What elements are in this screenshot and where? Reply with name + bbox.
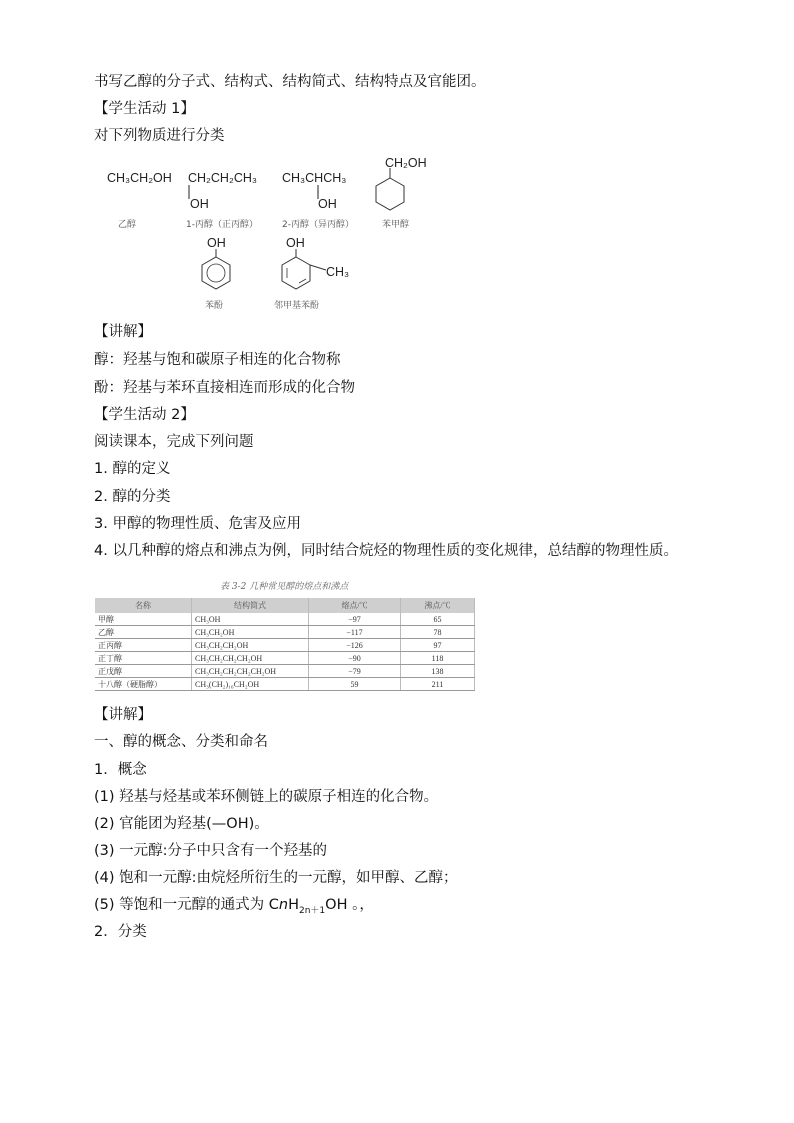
propanol1-caption: 1-丙醇（正丙醇） (186, 220, 258, 230)
table-cell: CH₃OH (192, 613, 309, 626)
point-1: (1) 羟基与烃基或苯环侧链上的碳原子相连的化合物。 (94, 789, 439, 805)
question-3: 3. 甲醇的物理性质、危害及应用 (94, 516, 301, 532)
section-1-title: 一、醇的概念、分类和命名 (94, 734, 268, 750)
ethanol-caption: 乙醇 (118, 220, 137, 230)
activity1-heading: 【学生活动 1】 (94, 101, 195, 117)
table-row (95, 626, 475, 639)
table-cell: CH₃CH₂OH (192, 626, 309, 639)
table-row (95, 652, 475, 665)
question-2: 2. 醇的分类 (94, 489, 171, 505)
activity2-heading: 【学生活动 2】 (94, 407, 195, 423)
cresol-oh: OH (286, 236, 305, 250)
lecture2-heading: 【讲解】 (94, 707, 152, 723)
point-5-h: H (288, 897, 299, 913)
propanol1-oh: OH (190, 197, 209, 211)
table-header: 沸点/℃ (401, 598, 475, 613)
table-header: 结构简式 (192, 598, 309, 613)
table-caption: 表 3-2 几种常见醇的熔点和沸点 (220, 582, 349, 592)
table-row (95, 639, 475, 652)
table-row (95, 665, 475, 678)
cresol-caption: 邻甲基苯酚 (274, 301, 320, 311)
point-5-n: n (278, 897, 289, 913)
point-5 (94, 895, 374, 921)
propanol2-chain: CH₃CHCH₃ (282, 171, 347, 185)
question-4: 4. 以几种醇的熔点和沸点为例，同时结合烷烃的物理性质的变化规律，总结醇的物理性质。 (94, 543, 678, 559)
table-cell: CH₃CH₂CH₂CH₂OH (192, 652, 309, 665)
question-1: 1. 醇的定义 (94, 461, 171, 477)
benzyl-caption: 苯甲醇 (382, 220, 410, 230)
phenol-ring-icon (196, 249, 236, 295)
table-header: 熔点/℃ (309, 598, 401, 613)
table-row (95, 613, 475, 626)
activity2-task: 阅读课本，完成下列问题 (94, 434, 254, 450)
table-cell: −90 (309, 652, 401, 665)
table-cell: 甲醇 (95, 613, 192, 626)
point-2: (2) 官能团为羟基(—OH)。 (94, 816, 269, 832)
propanol2-caption: 2-丙醇（异丙醇） (282, 220, 354, 230)
alcohol-definition: 醇：羟基与饱和碳原子相连的化合物称 (94, 352, 341, 368)
propanol2-oh: OH (318, 197, 337, 211)
alcohol-properties-table (95, 598, 475, 691)
benzyl-group: CH₂OH (385, 156, 427, 170)
table-cell: 118 (401, 652, 475, 665)
phenol-caption: 苯酚 (205, 301, 224, 311)
table-cell: 十八醇（硬脂醇） (95, 678, 192, 691)
table-header: 名称 (95, 598, 192, 613)
benzyl-ring-icon (368, 168, 412, 218)
table-cell: 正戊醇 (95, 665, 192, 678)
phenol-oh: OH (207, 236, 226, 250)
table-header-row (95, 598, 475, 613)
point-4: (4) 饱和一元醇:由烷烃所衍生的一元醇，如甲醇、乙醇； (94, 870, 458, 886)
table-cell: −79 (309, 665, 401, 678)
table-cell: CH₃(CH₂)₁₆CH₂OH (192, 678, 309, 691)
subsection-1-title: 1．概念 (94, 762, 147, 778)
table-cell: 78 (401, 626, 475, 639)
cresol-ch3: CH₃ (326, 265, 350, 279)
table-cell: 59 (309, 678, 401, 691)
point-5-subscript: 2n＋1 (299, 905, 326, 916)
table-cell: −97 (309, 613, 401, 626)
lecture1-heading: 【讲解】 (94, 324, 152, 340)
table-cell: −126 (309, 639, 401, 652)
point-5-prefix: (5) 等饱和一元醇的通式为 C (94, 897, 279, 913)
subsection-2-title: 2．分类 (94, 924, 147, 940)
activity1-task: 对下列物质进行分类 (94, 128, 225, 144)
table-row (95, 678, 475, 691)
point-5-suffix: OH 。， (325, 897, 374, 913)
table-cell: CH₃CH₂CH₂CH₂CH₂OH (192, 665, 309, 678)
table-cell: 65 (401, 613, 475, 626)
propanol1-chain: CH₂CH₂CH₃ (188, 171, 257, 185)
phenol-definition: 酚：羟基与苯环直接相连而形成的化合物 (94, 380, 355, 396)
table-cell: 正丙醇 (95, 639, 192, 652)
table-cell: 正丁醇 (95, 652, 192, 665)
point-3: (3) 一元醇:分子中只含有一个羟基的 (94, 843, 328, 859)
table-cell: −117 (309, 626, 401, 639)
ethanol-formula: CH₃CH₂OH (107, 171, 172, 185)
table-cell: 乙醇 (95, 626, 192, 639)
intro-text: 书写乙醇的分子式、结构式、结构简式、结构特点及官能团。 (94, 74, 486, 90)
table-cell: 138 (401, 665, 475, 678)
table-cell: 97 (401, 639, 475, 652)
table-cell: 211 (401, 678, 475, 691)
table-cell: CH₃CH₂CH₂OH (192, 639, 309, 652)
cresol-ring-icon (276, 249, 328, 295)
